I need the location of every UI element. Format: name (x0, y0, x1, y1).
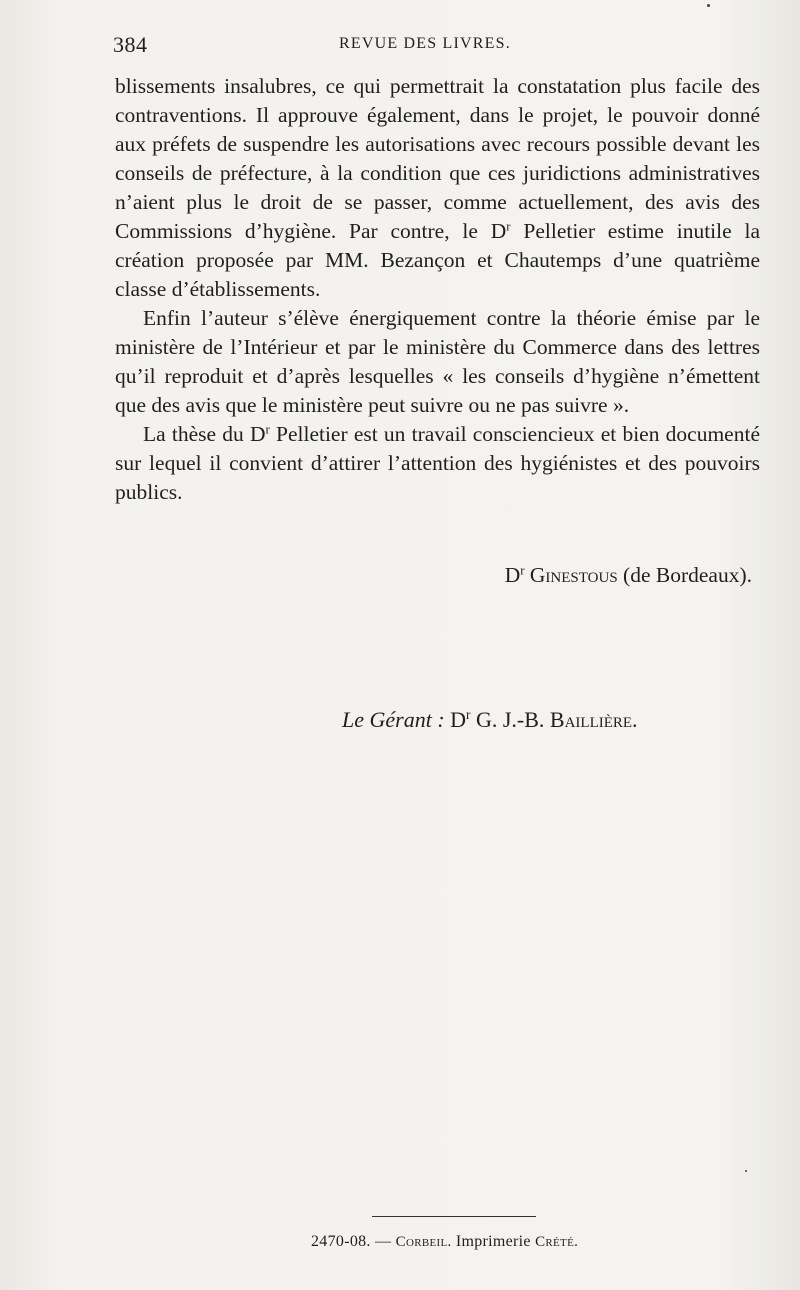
footer-rule (372, 1216, 536, 1217)
manager-name: Baillière. (549, 707, 638, 732)
paragraph-1: blissements insalubres, ce qui permettrait la constatation plus facile des contraventions. Il approuve également, dans le projet, le pouvoir donné aux préfets de suspendre les autorisations avec recours possible devant les conseils de préfecture, à la condition que ces juridictions administratives n’aient plus le droit de se passer, comme actuellement, des avis des Commissions d’hygiène. Par contre, le $D^r$ Pelletier estime inutile la création proposée par MM. Bezançon et Chautemps d’une quatrième classe d’établissements. (115, 74, 760, 301)
paragraph-2: Enfin l’auteur s’élève énergiquement contre la théorie émise par le ministère de l’Intérieur et par le ministère du Commerce dans des lettres qu’il reproduit et d’après lesquelles « les conseils d’hygiène n’émettent que des avis que le ministère peut suivre ou ne pas suivre ». (115, 306, 760, 417)
print-speck (707, 4, 710, 7)
author-name: Ginestous (529, 563, 618, 587)
publisher-manager-line: Le Gérant : $D^r$ G. J.-B. Baillière. (342, 707, 638, 732)
paragraph-3: La thèse du $D^r$ Pelletier est un travail consciencieux et bien documenté sur lequel il convient d’attirer l’attention des hygiénistes et des pouvoirs publics. (115, 422, 760, 504)
body-text (115, 72, 760, 507)
page-number: 384 (113, 32, 148, 57)
page-header (113, 32, 753, 58)
review-signature: $D^r$ Ginestous (de Bordeaux). (504, 563, 752, 587)
printer-imprint: 2470-08. — Corbeil. Imprimerie Crété. (311, 1233, 579, 1250)
print-speck (745, 1170, 747, 1172)
running-title: REVUE DES LIVRES. (339, 35, 511, 52)
